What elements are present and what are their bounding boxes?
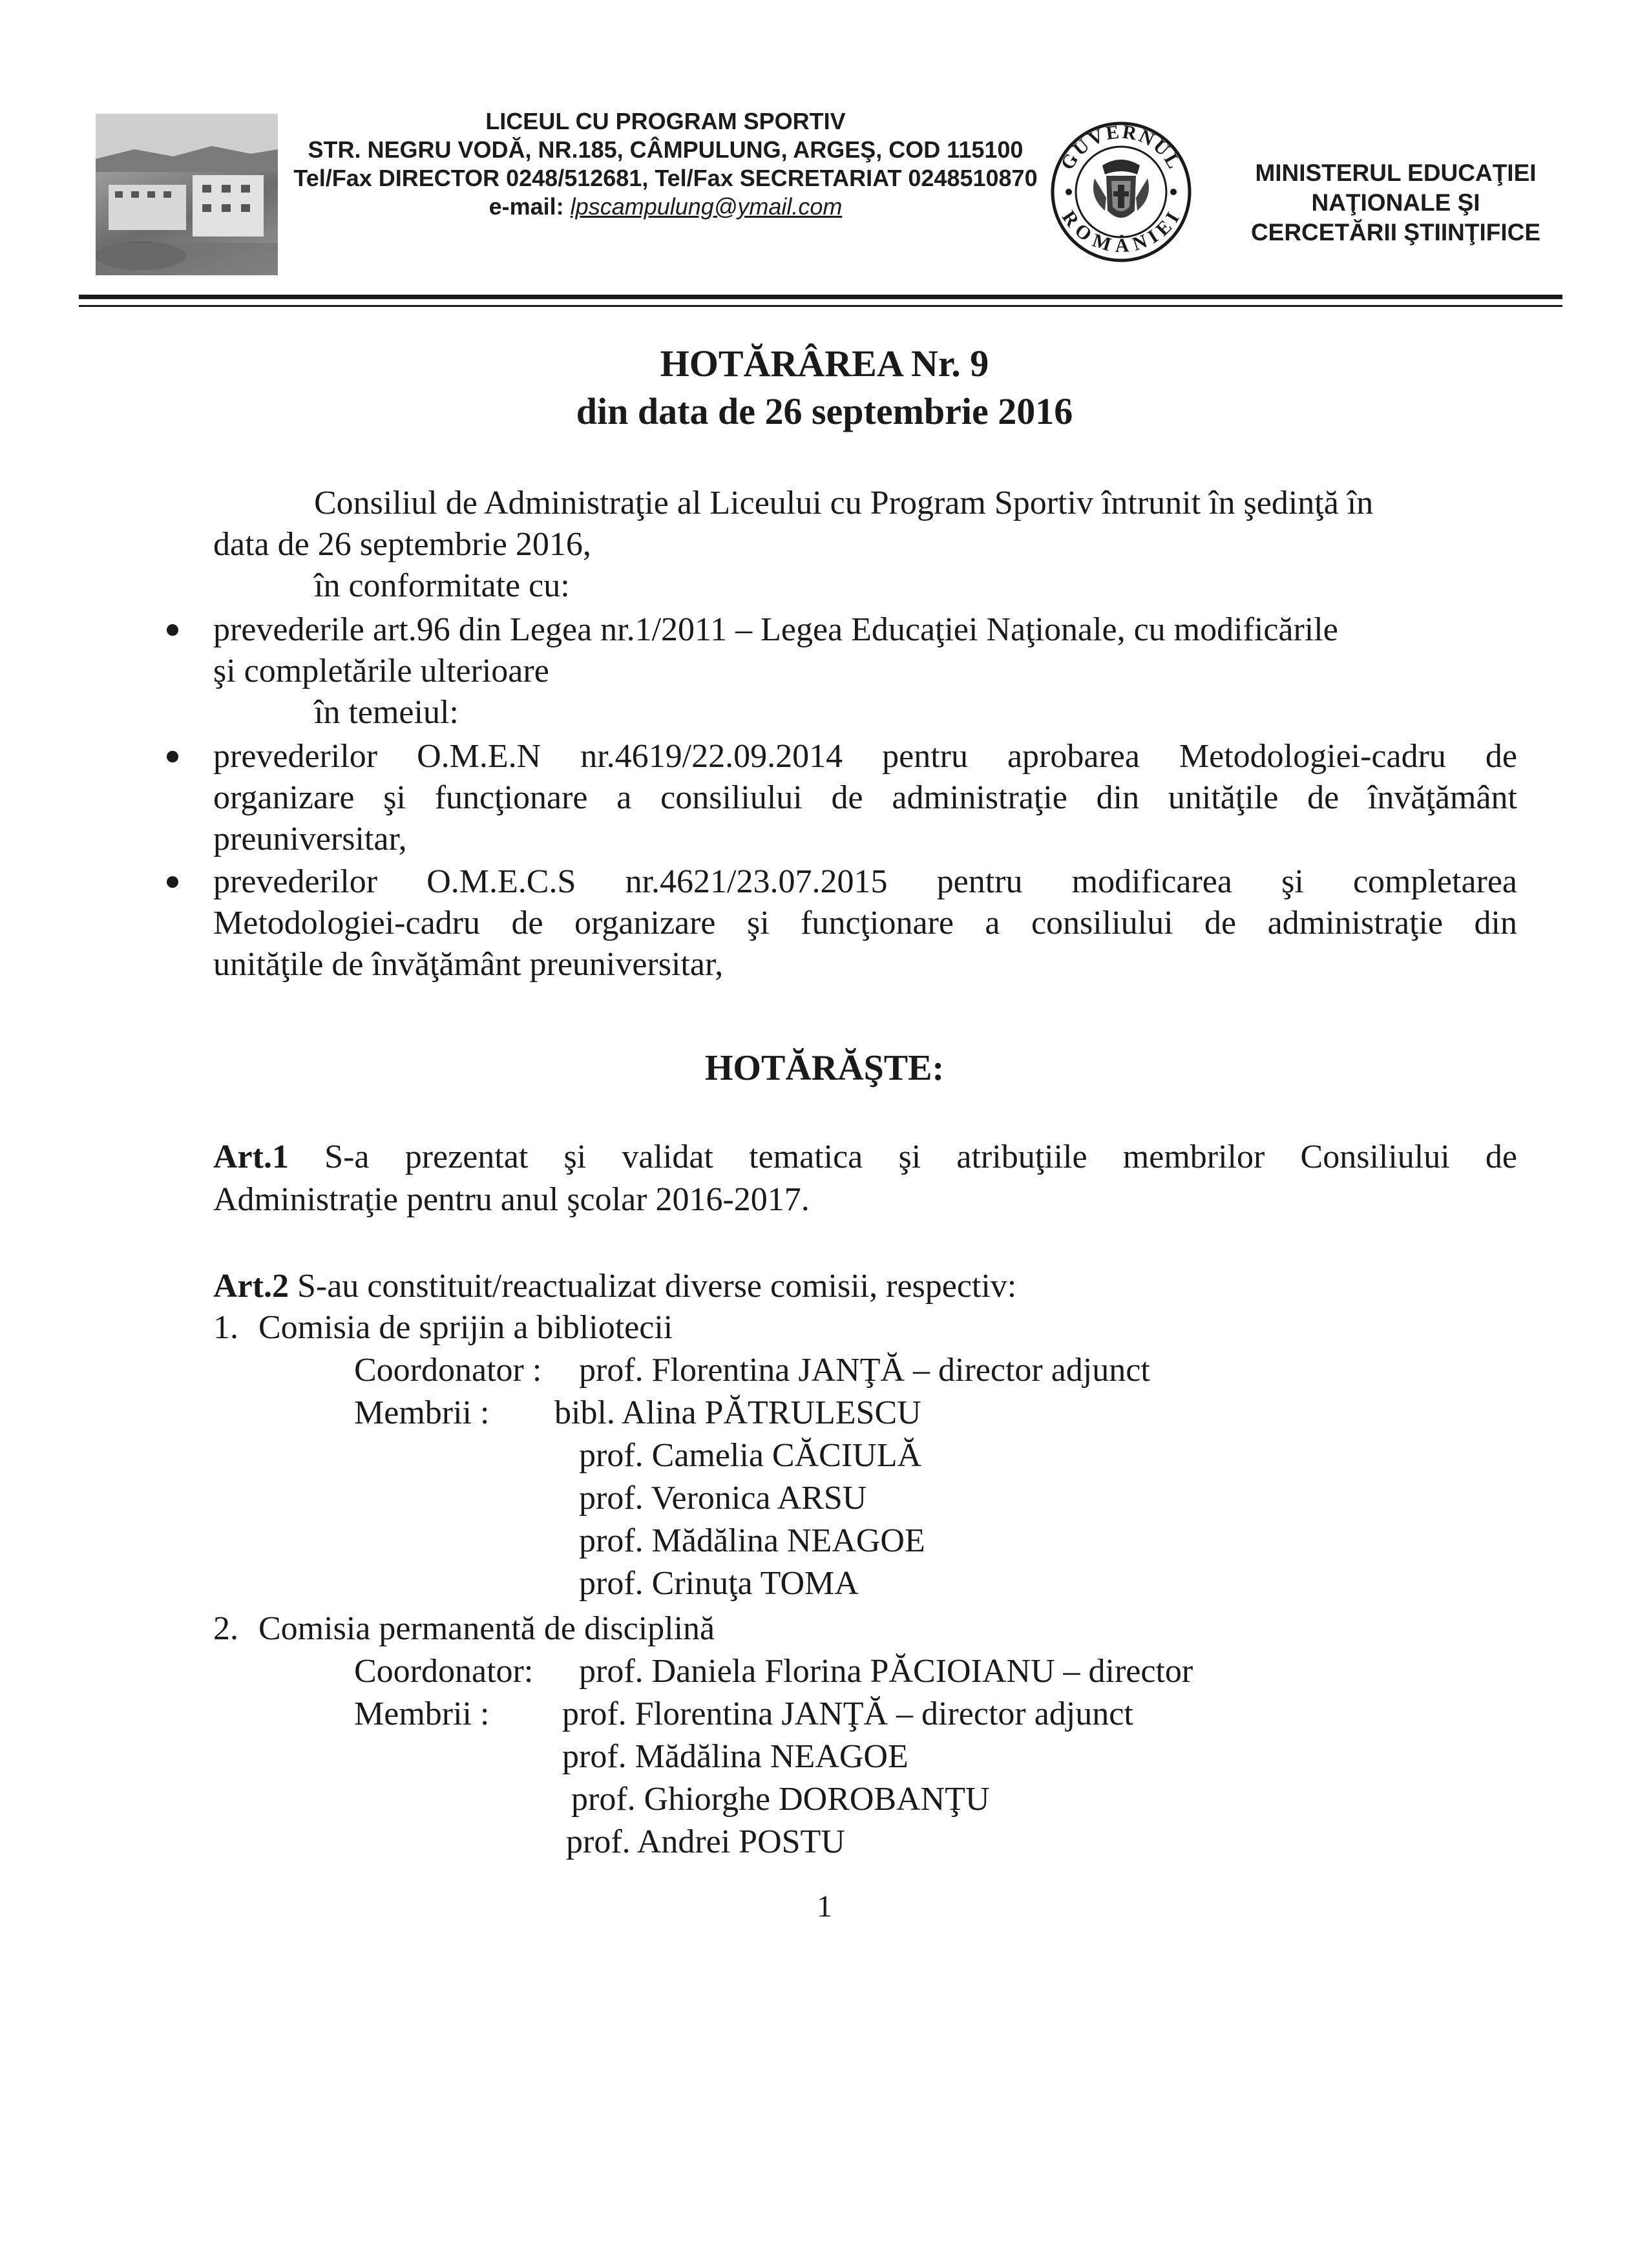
government-seal [1049,120,1193,264]
bullet-3-line-3: unităţile de învăţământ preuniversitar, [213,946,724,983]
art1-label: Art.1 [213,1139,289,1175]
page-number: 1 [817,1889,832,1924]
seal-top-text: GUVERNUL [1056,121,1186,174]
school-phones: Tel/Fax DIRECTOR 0248/512681, Tel/Fax SECRETARIAT 0248510870 [293,165,1038,191]
school-photo [96,114,278,275]
bullet-3 [167,876,178,888]
commission-2-number: 2. [213,1610,238,1647]
art1-text: S-a prezentat şi validat tematica şi atribuţiile membrilor Consiliului de [288,1139,1517,1175]
commission-2-members-label: Membrii : [354,1696,490,1732]
decision-date: din data de 26 septembrie 2016 [576,390,1073,432]
basis-label: în temeiul: [314,694,459,731]
commission-2-member: prof. Ghiorghe DOROBANŢU [571,1781,990,1818]
bullet-1-line-1: prevederile art.96 din Legea nr.1/2011 – Legea Educaţiei Naţionale, cu modificările [213,611,1338,648]
bullet-2-line-2: organizare şi funcţionare a consiliului de administraţie din unităţile de învăţământ [213,779,1517,816]
commission-1-member: prof. Camelia CĂCIULĂ [579,1437,922,1474]
bullet-2 [167,751,178,762]
decision-heading: HOTĂRĂŞTE: [704,1048,945,1088]
school-building-icon [96,114,278,275]
commission-1-coordinator: prof. Florentina JANŢĂ – director adjunct [579,1352,1150,1389]
commission-2-coord-label: Coordonator: [354,1653,534,1690]
commission-2-member: prof. Mădălina NEAGOE [562,1738,909,1775]
email-link[interactable]: lpscampulung@ymail.com [570,193,843,220]
bullet-2-line-3: preuniversitar, [213,821,407,857]
commission-1-coord-label: Coordonator : [354,1352,542,1389]
art2-label: Art.2 [213,1268,289,1305]
ministry-line-2: NAŢIONALE ŞI [1311,189,1480,216]
art1-line-1 [213,1137,1517,1177]
commission-1-member: prof. Mădălina NEAGOE [579,1522,925,1559]
commission-2-member: prof. Florentina JANŢĂ – director adjunct [562,1696,1133,1732]
commission-2-member: prof. Andrei POSTU [566,1823,845,1860]
art1-line-2: Administraţie pentru anul şcolar 2016-2017. [213,1181,810,1218]
bullet-2-line-1: prevederilor O.M.E.N nr.4619/22.09.2014 pentru aprobarea Metodologiei-cadru de [213,738,1517,775]
seal-bottom-text: ROMÂNIEI [1058,207,1185,257]
header-rule-thin [79,305,1562,307]
commission-1-member: prof. Veronica ARSU [579,1480,867,1517]
header-rule-thick [79,295,1562,299]
commission-1-member: bibl. Alina PĂTRULESCU [554,1394,921,1431]
bullet-1-line-2: şi completările ulterioare [213,653,549,689]
intro-line-1: Consiliul de Administraţie al Liceului cu Program Sportiv întrunit în şedinţă în [314,485,1374,521]
intro-line-2: data de 26 septembrie 2016, [213,526,591,563]
bullet-3-line-2: Metodologiei-cadru de organizare şi funcţionare a consiliului de administraţie din [213,905,1517,941]
commission-1-members-label: Membrii : [354,1394,490,1431]
bullet-1 [167,624,178,636]
email-label: e-mail: [488,193,571,220]
school-email-line [284,193,1047,221]
decision-title: HOTĂRÂREA Nr. 9 [660,342,989,384]
school-name: LICEUL CU PROGRAM SPORTIV [485,108,846,134]
ministry-line-1: MINISTERUL EDUCAŢIEI [1255,160,1537,186]
school-address: STR. NEGRU VODĂ, NR.185, CÂMPULUNG, ARGEŞ, COD 115100 [308,136,1024,163]
conformity-label: în conformitate cu: [314,567,570,604]
commission-1-name: Comisia de sprijin a bibliotecii [258,1309,673,1346]
art2-line [213,1266,1016,1307]
bullet-3-line-1: prevederilor O.M.E.C.S nr.4621/23.07.2015 pentru modificarea şi completarea [213,863,1517,900]
commission-2-name: Comisia permanentă de disciplină [258,1610,715,1647]
art2-text: S-au constituit/reactualizat diverse comisii, respectiv: [288,1268,1017,1305]
commission-1-number: 1. [213,1309,238,1346]
commission-1-member: prof. Crinuţa TOMA [579,1565,859,1602]
ministry-line-3: CERCETĂRII ŞTIINŢIFICE [1250,219,1541,246]
commission-2-coordinator: prof. Daniela Florina PĂCIOIANU – director [579,1653,1193,1690]
